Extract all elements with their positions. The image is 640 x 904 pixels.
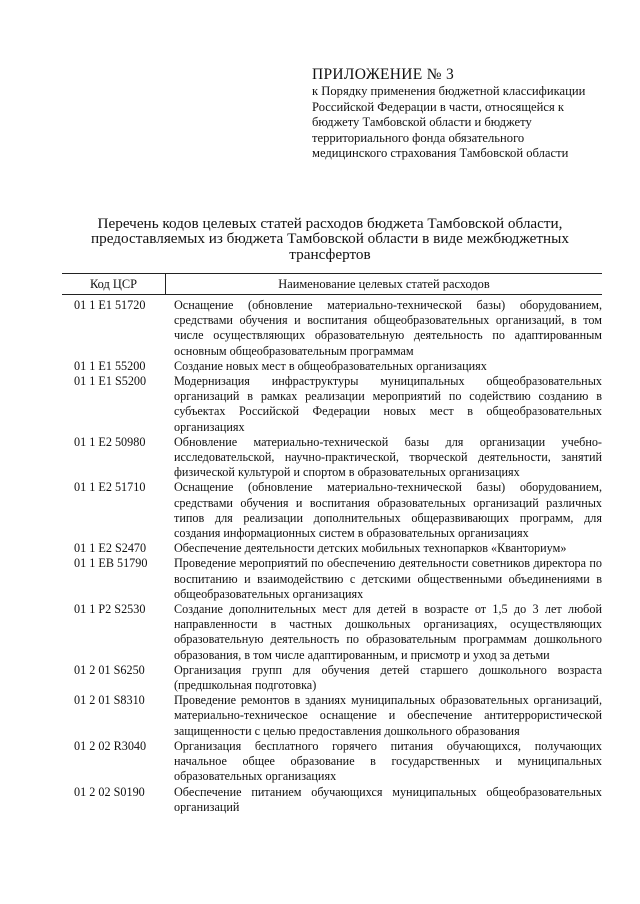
table-row — [62, 663, 602, 693]
row-name: Оснащение (обновление материально-технической базы) оборудованием, средствами обучения и воспитания общеобразовательных организаций, в том числе осуществляющих образовательную деятельность по адаптированным основным общеобразовательным программам — [174, 298, 602, 358]
table-row — [62, 602, 602, 663]
row-name: Обеспечение деятельности детских мобильных технопарков «Кванториум» — [174, 541, 567, 556]
row-name: Модернизация инфраструктуры муниципальных общеобразовательных организаций в рамках реализации мероприятий по содействию созданию в субъектах Российской Федерации новых мест в общеобразовательных организациях — [174, 374, 602, 434]
row-name: Организация групп для обучения детей старшего дошкольного возраста (предшкольная подготовка) — [174, 662, 602, 693]
row-code: 01 1 P2 S2530 — [74, 602, 146, 617]
row-code: 01 1 E1 51720 — [74, 298, 146, 312]
row-name: Создание новых мест в общеобразовательных организациях — [174, 358, 487, 373]
row-code: 01 2 02 S0190 — [74, 784, 145, 799]
row-name: Проведение ремонтов в зданиях муниципальных образовательных организаций, материально-техническое оснащение и обеспечение антитеррористической защищенности с целью предоставления дошкольного образования — [174, 693, 602, 738]
row-code: 01 2 01 S8310 — [74, 693, 145, 708]
table-row — [62, 435, 602, 481]
table-row — [62, 374, 602, 435]
row-code: 01 1 E1 55200 — [74, 358, 146, 373]
appendix-line: бюджету Тамбовской области и бюджету — [312, 115, 532, 130]
row-code: 01 2 01 S6250 — [74, 662, 145, 677]
row-name: Обеспечение питанием обучающихся муниципальных общеобразовательных организаций — [174, 784, 602, 814]
row-code: 01 1 E2 51710 — [74, 480, 146, 495]
table-row — [62, 480, 602, 541]
document-title-line: предоставляемых из бюджета Тамбовской области в виде межбюджетных — [91, 230, 569, 248]
header-code: Код ЦСР — [62, 274, 166, 294]
appendix-title: ПРИЛОЖЕНИЕ № 3 — [312, 66, 455, 83]
row-code: 01 1 E1 S5200 — [74, 374, 147, 389]
row-name: Оснащение (обновление материально-технической базы) оборудованием, средствами обучения и воспитания образовательных организаций различных типов для реализации дополнительных общеразвивающих программ, для создания информационных систем в образовательных организациях — [174, 480, 602, 541]
table-row — [62, 556, 602, 602]
codes-table — [62, 273, 602, 815]
row-name: Организация бесплатного горячего питания обучающихся, получающих начальное общее образование в государственных и муниципальных образовательных организациях — [174, 738, 602, 784]
table-row — [62, 693, 602, 739]
table-body — [62, 298, 602, 815]
table-row — [62, 785, 602, 815]
row-name: Обновление материально-технической базы для организации учебно-исследовательской, научно-практической, творческой деятельности, занятий физической культурой и спортом в образовательных организациях — [174, 434, 602, 480]
appendix-line: территориального фонда обязательного — [312, 130, 525, 145]
document-title — [60, 216, 600, 262]
appendix-block — [312, 66, 612, 162]
table-row — [62, 359, 602, 374]
document-title-line: трансфертов — [289, 245, 371, 263]
row-code: 01 1 E2 50980 — [74, 434, 146, 449]
appendix-line: к Порядку применения бюджетной классификации — [312, 84, 586, 98]
table-row — [62, 541, 602, 556]
appendix-line: медицинского страхования Тамбовской области — [312, 146, 569, 161]
row-name: Создание дополнительных мест для детей в возрасте от 1,5 до 3 лет любой направленности в частных дошкольных организациях, осуществляющих образовательную деятельность по образовательным программам дошкольного образования, в том числе адаптированным, и присмотр и уход за детьми — [174, 602, 602, 662]
table-row — [62, 739, 602, 785]
row-name: Проведение мероприятий по обеспечению деятельности советников директора по воспитанию и взаимодействию с детскими общественными объединениями в общеобразовательных организациях — [174, 556, 602, 601]
row-code: 01 2 02 R3040 — [74, 738, 147, 753]
table-header — [62, 273, 602, 295]
appendix-line: Российской Федерации в части, относящейся к — [312, 99, 565, 114]
document-title-line: Перечень кодов целевых статей расходов бюджета Тамбовской области, — [97, 215, 563, 232]
header-name: Наименование целевых статей расходов — [278, 277, 490, 291]
row-code: 01 1 E2 S2470 — [74, 541, 147, 556]
table-row — [62, 298, 602, 359]
row-code: 01 1 EB 51790 — [74, 556, 148, 571]
